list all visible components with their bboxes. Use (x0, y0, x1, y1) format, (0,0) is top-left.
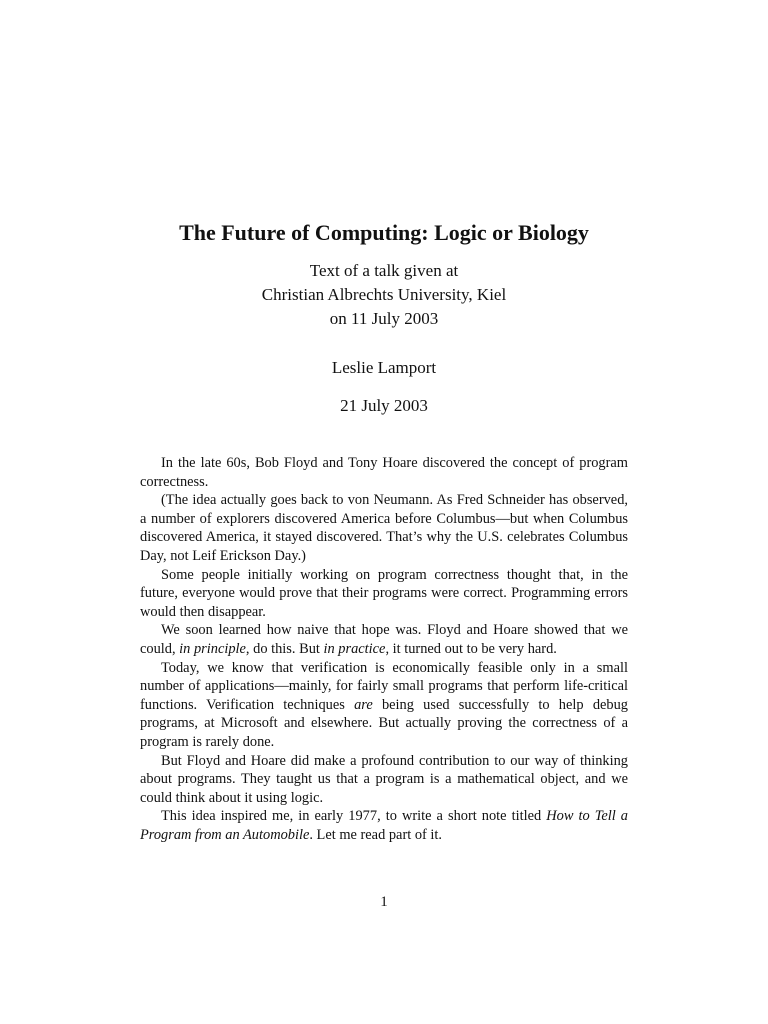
date: 21 July 2003 (340, 396, 428, 415)
body-paragraph (140, 807, 628, 844)
paragraph-text: In the late 60s, Bob Floyd and Tony Hoare discovered the concept of program correctness. (140, 455, 628, 490)
body-paragraph (140, 491, 628, 565)
body-text (140, 454, 628, 844)
page-number: 1 (380, 894, 388, 910)
emphasis-text: in practice (323, 640, 386, 657)
paragraph-text: , do this. But (245, 640, 324, 657)
emphasis-text: in principle (179, 640, 246, 657)
author: Leslie Lamport (331, 358, 437, 377)
body-paragraph (140, 659, 628, 752)
emphasis-text: How to Tell a Program from an Automobile (140, 808, 628, 843)
paragraph-text: We soon learned how naive that hope was. Floyd and Hoare showed that we could, (140, 622, 628, 657)
paragraph-text: being used successfully to help debug programs, at Microsoft and elsewhere. But actually proving the correctness of a program is rarely done. (140, 696, 628, 750)
subtitle (0, 259, 768, 331)
subtitle-line: Text of a talk given at (309, 261, 459, 280)
page-title: The Future of Computing: Logic or Biology (179, 220, 589, 245)
paragraph-text: . Let me read part of it. (309, 826, 443, 843)
subtitle-line: Christian Albrechts University, Kiel (261, 285, 507, 304)
body-paragraph (140, 621, 628, 658)
paragraph-text: , it turned out to be very hard. (385, 640, 557, 657)
emphasis-text: are (354, 696, 373, 713)
paragraph-text: Some people initially working on program correctness thought that, in the future, everyone would prove that their programs were correct. Programming errors would then disappear. (140, 566, 628, 620)
body-paragraph (140, 566, 628, 622)
paragraph-text: But Floyd and Hoare did make a profound contribution to our way of thinking about programs. They taught us that a program is a mathematical object, and we could think about it using logic. (140, 752, 628, 806)
subtitle-line: on 11 July 2003 (329, 309, 439, 328)
paragraph-text: This idea inspired me, in early 1977, to write a short note titled (161, 808, 547, 825)
body-paragraph (140, 454, 628, 491)
paragraph-text: (The idea actually goes back to von Neumann. As Fred Schneider has observed, a number of explorers discovered America before Columbus—but when Columbus discovered America, it stayed discovered. That’s why the U.S. celebrates Columbus Day, not Leif Erickson Day.) (140, 492, 628, 564)
body-paragraph (140, 752, 628, 808)
paragraph-text: Today, we know that verification is economically feasible only in a small number of applications—mainly, for fairly small programs that perform life-critical functions. Verification techniques (140, 659, 628, 713)
